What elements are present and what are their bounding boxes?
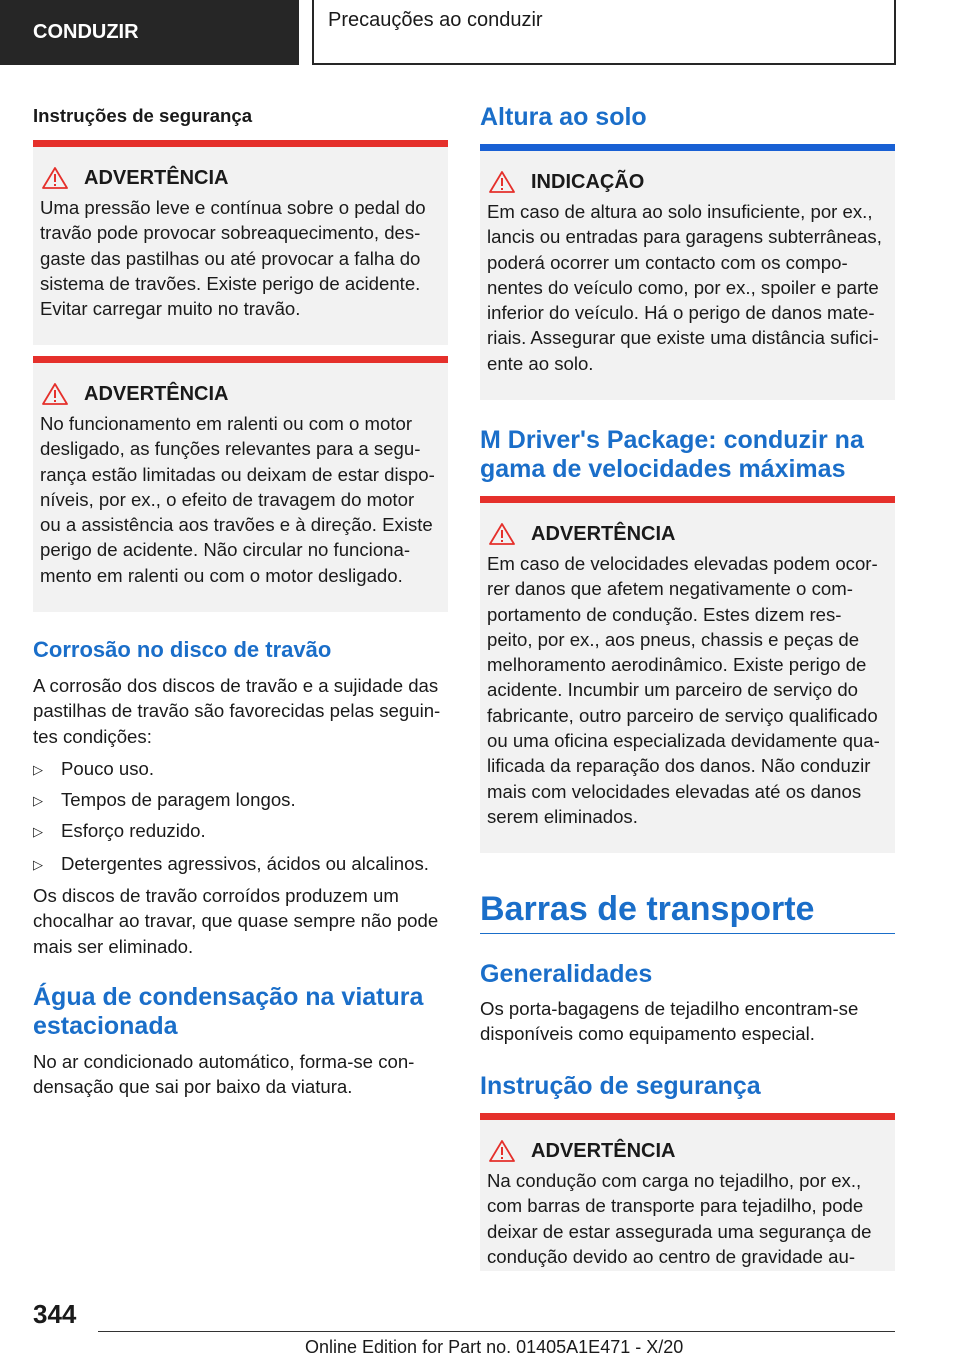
warning-triangle-icon [489,171,515,193]
bullet-triangle-icon: ▷ [33,762,43,777]
note-title: INDICAÇÃO [487,167,888,197]
list-item: ▷ Tempos de paragem longos. [33,787,448,818]
warning-text: Na condução com carga no tejadilho, por ex., com barras de transporte para tejadilho, pode deixar de estar assegurada uma segurança de condução devido ao centro de gravidade au- [487,1170,872,1267]
warning-text: Em caso de velocidades elevadas podem ocor- rer danos que afetem negativamente o com- portamento de condução. Estes dizem res- peito, por ex., aos pneus, chassis e peças de melhoramento aerodinâmico. Existe perigo de acidente. Incumbir um parceiro de serviço do fabricante, outro parceiro de serviço qualificado ou uma oficina especializada devidamente qua- lificada da reparação dos danos. Não conduzir mais com velocidades elevadas até os danos serem eliminados. [487,553,880,827]
section-title: Precauções ao conduzir [328,9,543,31]
warning-title: ADVERTÊNCIA [40,163,441,193]
note-box [480,144,895,400]
corrosion-heading: Corrosão no disco de travão [33,637,332,662]
note-text: Em caso de altura ao solo insuficiente, por ex., lancis ou entradas para garagens subterrâneas, poderá ocorrer um contacto com os compo- nentes do veículo como, por ex., spoiler e parte inferior do veículo. Há o perigo de danos mate- riais. Assegurar que existe uma distância sufici- ente ao solo. [487,201,882,374]
roof-bars-heading: Barras de transporte [480,890,895,934]
list-item: ▷ Detergentes agressivos, ácidos ou alcalinos. [33,851,448,882]
page-number: 344 [33,1299,77,1329]
ground-clearance-heading: Altura ao solo [480,103,647,131]
warning-box [33,356,448,612]
chapter-tab: CONDUZIR [0,0,299,65]
warning-title: ADVERTÊNCIA [487,1136,888,1166]
warning-triangle-icon [489,523,515,545]
bullet-triangle-icon: ▷ [33,824,43,839]
footer-divider [98,1331,895,1332]
safety-instruction-heading: Instrução de segurança [480,1072,761,1100]
warning-triangle-icon [42,167,68,189]
warning-box [480,1113,895,1271]
list-item: ▷ Esforço reduzido. [33,818,448,851]
general-heading: Generalidades [480,960,653,988]
list-item: ▷ Pouco uso. [33,756,448,787]
corrosion-intro: A corrosão dos discos de travão e a sujidade das pastilhas de travão são favorecidas pelas seguin- tes condições: [33,675,441,747]
safety-instructions-heading: Instruções de segurança [33,105,253,126]
warning-triangle-icon [489,1140,515,1162]
warning-text: No funcionamento em ralenti ou com o motor desligado, as funções relevantes para a segu- rança estão limitadas ou deixam de estar dispo- níveis, por ex., o efeito de travagem do motor ou a assistência aos travões e à direção. Existe perigo de acidente. Não circular no funciona- mento em ralenti ou com o motor desligado. [40,413,435,586]
general-text: Os porta-bagagens de tejadilho encontram-se disponíveis como equipamento especial. [480,998,859,1045]
warning-triangle-icon [42,383,68,405]
corrosion-bullet-list [33,756,448,882]
edition-note: Online Edition for Part no. 01405A1E471 - X/20 [305,1337,684,1357]
bullet-triangle-icon: ▷ [33,793,43,808]
warning-box [33,140,448,345]
condensation-heading: Água de condensação na viatura estacionada [33,983,424,1040]
warning-title: ADVERTÊNCIA [487,519,888,549]
m-driver-heading: M Driver's Package: conduzir na gama de velocidades máximas [480,426,864,483]
bullet-triangle-icon: ▷ [33,857,43,872]
warning-box [480,496,895,853]
condensation-text: No ar condicionado automático, forma-se con- densação que sai por baixo da viatura. [33,1051,415,1098]
warning-text: Uma pressão leve e contínua sobre o pedal do travão pode provocar sobreaquecimento, des- gaste das pastilhas ou até provocar a falha do sistema de travões. Existe perigo de acidente. Evitar carregar muito no travão. [40,197,426,320]
section-tab [312,0,896,65]
page-header [0,0,960,66]
corrosion-outro: Os discos de travão corroídos produzem um chocalhar ao travar, que quase sempre não pode mais ser eliminado. [33,885,439,957]
warning-title: ADVERTÊNCIA [40,379,441,409]
